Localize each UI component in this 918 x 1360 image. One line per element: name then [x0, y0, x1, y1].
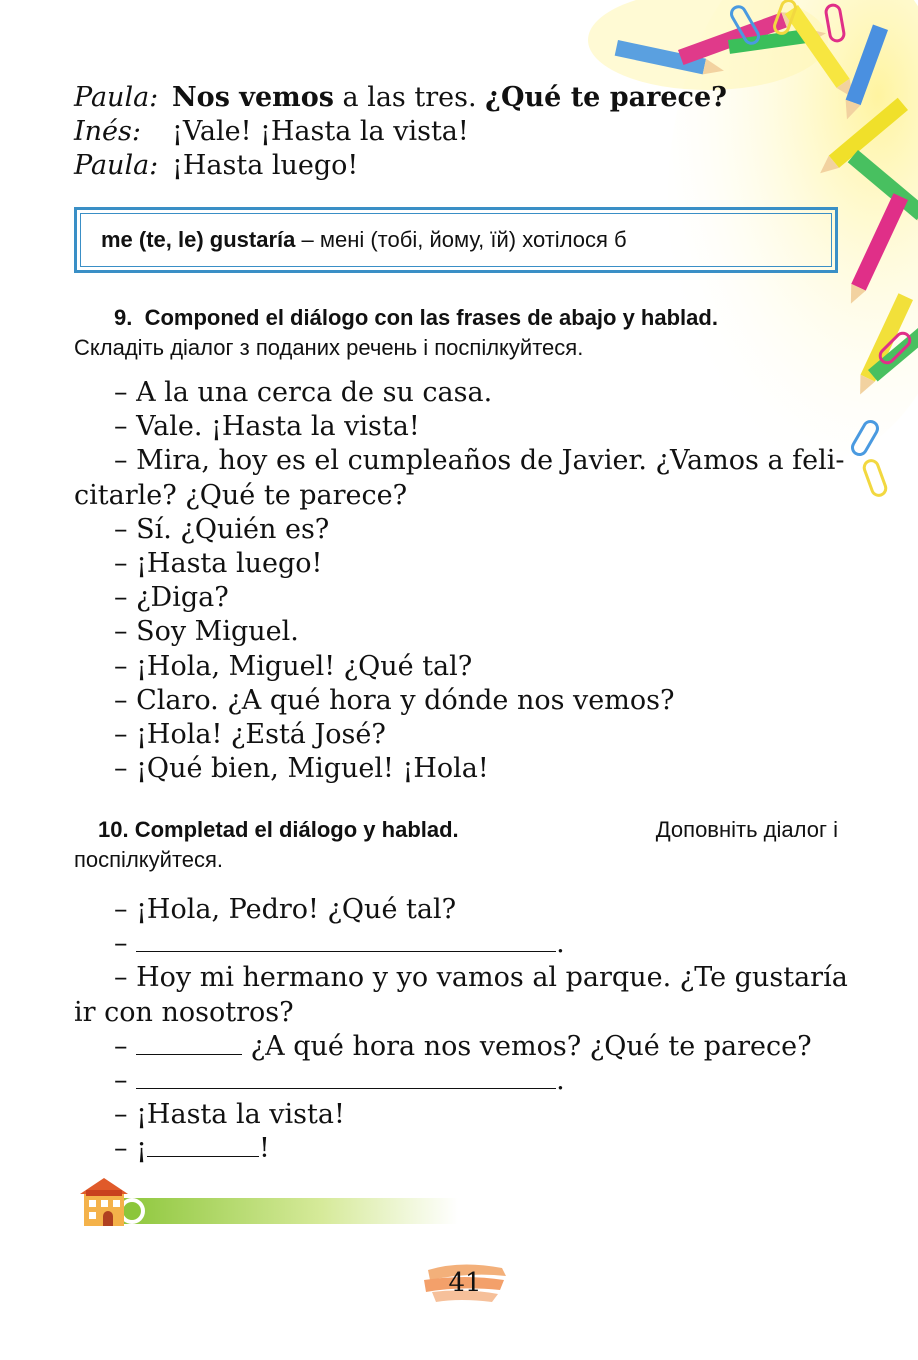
blank-line — [74, 927, 838, 961]
answer-blank[interactable] — [136, 1030, 242, 1055]
task-title-uk-1: Доповніть діалог і — [655, 817, 838, 842]
page-number — [420, 1258, 510, 1308]
speaker-label: Paula: — [74, 150, 159, 181]
dialogue-text: Nos vemos — [172, 82, 334, 113]
task-title-es: Componed el diálogo con las frases de abajo y hablad. — [144, 305, 718, 330]
list-item: – A la una cerca de su casa. — [114, 377, 493, 408]
task-9-title — [74, 303, 838, 363]
list-item: – ¡Qué bien, Miguel! ¡Hola! — [114, 753, 489, 785]
list-item: – Soy Miguel. — [114, 616, 299, 648]
vocabulary-box-inner — [80, 213, 832, 267]
list-item: – ¡Hola, Miguel! ¿Qué tal? — [114, 650, 473, 682]
list-item: – Vale. ¡Hasta la vista! — [114, 411, 420, 443]
speaker-label: Paula: — [74, 82, 159, 113]
task-10-title — [74, 815, 838, 875]
answer-blank[interactable] — [147, 1132, 259, 1157]
blank-line — [74, 1030, 838, 1064]
period: . — [556, 928, 565, 960]
vocab-term: me (te, le) gustaría — [101, 227, 296, 252]
list-item: – ¡Hasta la vista! — [114, 1099, 345, 1131]
list-item: – Claro. ¿A qué hora y dónde nos vemos? — [114, 684, 675, 716]
blank-line — [74, 1132, 838, 1166]
blank-line — [74, 1064, 838, 1098]
house-icon — [76, 1176, 132, 1228]
vocab-translation: – мені (тобі, йому, їй) хотілося б — [295, 227, 627, 252]
task-title-es: Completad el diálogo y hablad. — [134, 817, 459, 842]
dialogue-text: ¿A qué hora nos vemos? ¿Qué te parece? — [242, 1030, 812, 1062]
dash: – — [114, 1064, 128, 1096]
list-item: ir con nosotros? — [74, 996, 294, 1028]
dash: – — [114, 928, 128, 960]
task-number: 9. — [114, 305, 133, 330]
list-item: – ¡Hola, Pedro! ¿Qué tal? — [114, 894, 457, 925]
dialogue-text: ¡Hasta luego! — [172, 150, 359, 181]
task-10-lines — [74, 893, 848, 1167]
dialogue-line-paula-1 — [74, 81, 727, 115]
period: . — [556, 1064, 565, 1096]
list-item: citarle? ¿Qué te parece? — [74, 479, 408, 511]
list-item: – ¡Hasta luego! — [114, 547, 323, 579]
page-number-text: 41 — [448, 1268, 482, 1298]
dialogue-text: a las tres. — [333, 82, 486, 113]
dialogue-text: ¿Qué te parece? — [485, 82, 727, 113]
dialogue-text: ! — [258, 1133, 270, 1165]
list-item: – Mira, hoy es el cumpleaños de Javier. ¿Vamos a feli- — [114, 445, 845, 477]
task-title-uk: Складіть діалог з поданих речень і поспілкуйтеся. — [74, 335, 584, 360]
dialogue-text: ¡Vale! ¡Hasta la vista! — [172, 116, 469, 147]
task-number: 10. — [98, 817, 129, 842]
vocabulary-box — [74, 207, 838, 273]
speaker-label: Inés: — [74, 116, 141, 147]
dash: – — [114, 1030, 128, 1062]
task-9-lines — [74, 376, 845, 786]
list-item: – Sí. ¿Quién es? — [114, 513, 330, 545]
list-item: – ¡Hola! ¿Está José? — [114, 718, 386, 750]
answer-blank[interactable] — [136, 1064, 556, 1089]
dialogue-text: – ¡ — [114, 1133, 147, 1165]
dialogue-line-ines — [74, 115, 469, 149]
list-item: – ¿Diga? — [114, 582, 229, 614]
list-item: – Hoy mi hermano y yo vamos al parque. ¿Te gustaría — [114, 962, 848, 994]
answer-blank[interactable] — [136, 927, 556, 952]
footer-green-bar — [78, 1196, 458, 1226]
task-title-uk-2: поспілкуйтеся. — [74, 847, 224, 872]
dialogue-line-paula-2 — [74, 149, 358, 183]
